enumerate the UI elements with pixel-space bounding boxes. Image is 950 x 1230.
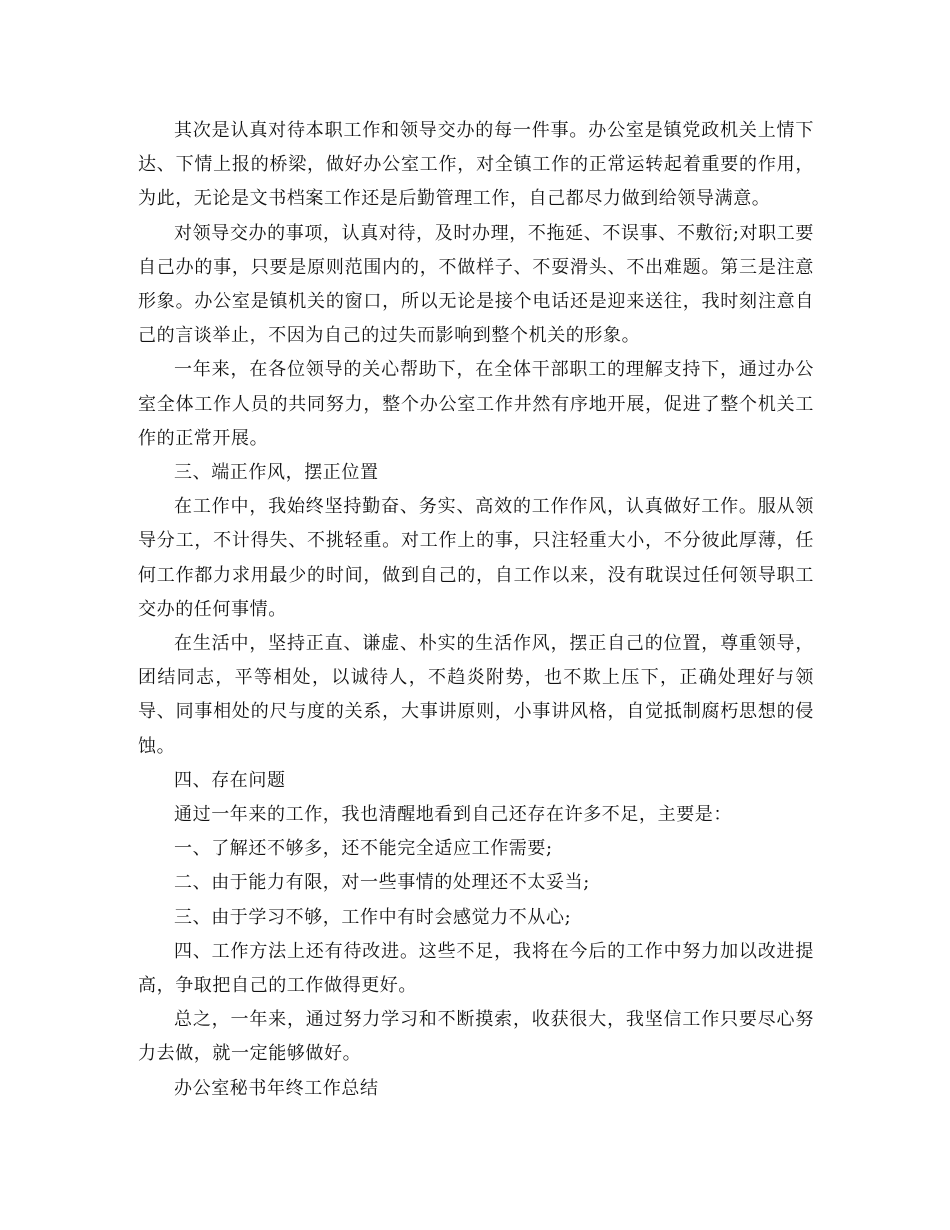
list-item-problem-4: 四、工作方法上还有待改进。这些不足，我将在今后的工作中努力加以改进提高，争取把自己的工作做得更好。 [138, 940, 814, 997]
section-heading-style: 三、端正作风，摆正位置 [174, 462, 379, 484]
paragraph-life-style: 在生活中，坚持正直、谦虚、朴实的生活作风，摆正自己的位置，尊重领导，团结同志，平等相处，以诚待人，不趋炎附势，也不欺上压下，正确处理好与领导、同事相处的尺与度的关系，大事讲原则，小事讲风格，自觉抵制腐朽思想的侵蚀。 [138, 633, 814, 757]
paragraph-shortcomings-intro: 通过一年来的工作，我也清醒地看到自己还存在许多不足，主要是： [174, 804, 732, 826]
document-body [138, 114, 814, 1106]
list-item-problem-2: 二、由于能力有限，对一些事情的处理还不太妥当; [174, 872, 590, 894]
list-item-problem-3: 三、由于学习不够，工作中有时会感觉力不从心; [174, 906, 572, 928]
paragraph-work-style: 在工作中，我始终坚持勤奋、务实、高效的工作作风，认真做好工作。服从领导分工，不计得失、不挑轻重。对工作上的事，只注轻重大小，不分彼此厚薄，任何工作都力求用最少的时间，做到自己的，自工作以来，没有耽误过任何领导职工交办的任何事情。 [138, 496, 814, 620]
next-document-title: 办公室秘书年终工作总结 [174, 1077, 379, 1099]
paragraph-work-attitude: 其次是认真对待本职工作和领导交办的每一件事。办公室是镇党政机关上情下达、下情上报的桥梁，做好办公室工作，对全镇工作的正常运转起着重要的作用，为此，无论是文书档案工作还是后勤管理工作，自己都尽力做到给领导满意。 [138, 120, 814, 210]
paragraph-conclusion: 总之，一年来，通过努力学习和不断摸索，收获很大，我坚信工作只要尽心努力去做，就一定能够做好。 [138, 1009, 814, 1065]
paragraph-leader-matters: 对领导交办的事项，认真对待，及时办理，不拖延、不误事、不敷衍;对职工要自己办的事，只要是原则范围内的，不做样子、不耍滑头、不出难题。第三是注意形象。办公室是镇机关的窗口，所以无论是接个电话还是迎来送往，我时刻注意自己的言谈举止，不因为自己的过失而影响到整个机关的形象。 [138, 222, 814, 347]
section-heading-problems: 四、存在问题 [174, 769, 286, 791]
paragraph-year-summary: 一年来，在各位领导的关心帮助下，在全体干部职工的理解支持下，通过办公室全体工作人员的共同努力，整个办公室工作井然有序地开展，促进了整个机关工作的正常开展。 [138, 359, 814, 449]
list-item-problem-1: 一、了解还不够多，还不能完全适应工作需要; [174, 838, 553, 860]
